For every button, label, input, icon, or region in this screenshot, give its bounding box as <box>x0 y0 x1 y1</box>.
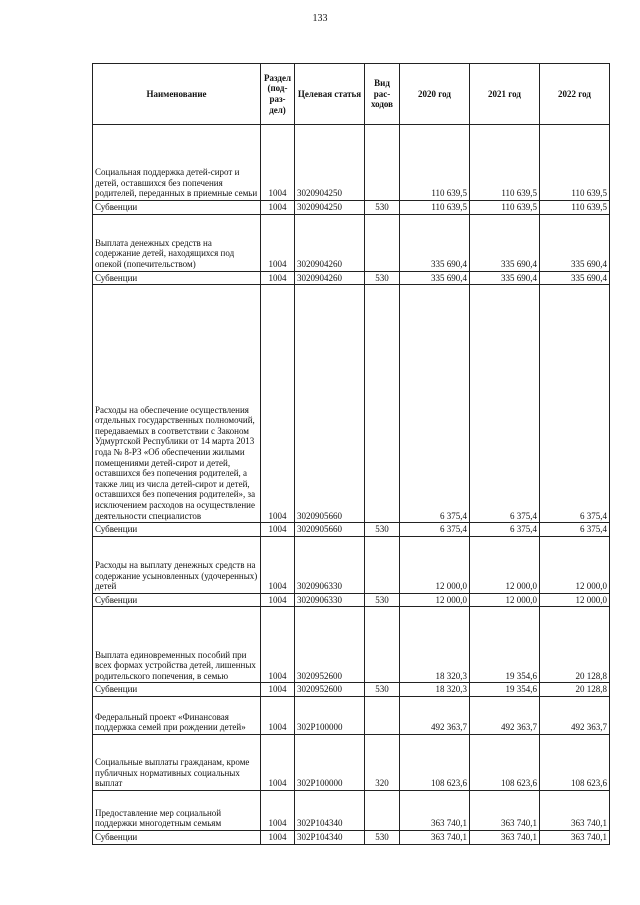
cell-vid <box>365 285 400 523</box>
cell-target: 302P104340 <box>295 831 365 845</box>
cell-y2020: 6 375,4 <box>400 285 470 523</box>
cell-razdel: 1004 <box>261 791 295 831</box>
table-row <box>93 791 610 831</box>
cell-y2020: 363 740,1 <box>400 791 470 831</box>
cell-target: 3020906330 <box>295 536 365 593</box>
cell-razdel: 1004 <box>261 697 295 735</box>
cell-vid <box>365 607 400 683</box>
table-row <box>93 523 610 537</box>
cell-target: 3020904260 <box>295 271 365 285</box>
cell-y2022: 12 000,0 <box>540 593 610 607</box>
cell-name: Расходы на выплату денежных средств на содержание усыновленных (удочеренных) детей <box>93 536 261 593</box>
cell-y2021: 335 690,4 <box>470 214 540 271</box>
table-row <box>93 201 610 215</box>
cell-razdel: 1004 <box>261 536 295 593</box>
table-row <box>93 697 610 735</box>
header-name: Наименование <box>93 64 261 125</box>
cell-razdel: 1004 <box>261 125 295 201</box>
cell-y2021: 12 000,0 <box>470 593 540 607</box>
cell-name: Расходы на обеспечение осуществления отдельных государственных полномочий, передаваемых в соответствии с Законом Удмуртской Республики от 14 марта 2013 года № 8-РЗ «Об обеспечении жилыми помещениями детей-сирот и детей, оставшихся без попечения родителей, а также лиц из числа детей-сирот и детей, оставшихся без попечения родителей», за исключением расходов на осуществление деятельности специалистов <box>93 285 261 523</box>
table-row <box>93 214 610 271</box>
cell-razdel: 1004 <box>261 683 295 697</box>
cell-y2022: 110 639,5 <box>540 125 610 201</box>
cell-y2020: 335 690,4 <box>400 271 470 285</box>
cell-y2021: 108 623,6 <box>470 735 540 791</box>
cell-name: Субвенции <box>93 831 261 845</box>
cell-y2022: 363 740,1 <box>540 791 610 831</box>
header-razdel: Раздел (под-раз-дел) <box>261 64 295 125</box>
cell-vid <box>365 697 400 735</box>
cell-y2021: 110 639,5 <box>470 125 540 201</box>
cell-target: 3020905660 <box>295 523 365 537</box>
cell-name: Предоставление мер социальной поддержки многодетным семьям <box>93 791 261 831</box>
cell-vid: 320 <box>365 735 400 791</box>
cell-razdel: 1004 <box>261 201 295 215</box>
cell-y2022: 12 000,0 <box>540 536 610 593</box>
cell-name: Выплата денежных средств на содержание детей, находящихся под опекой (попечительством) <box>93 214 261 271</box>
cell-vid <box>365 214 400 271</box>
cell-target: 3020905660 <box>295 285 365 523</box>
cell-target: 302P100000 <box>295 735 365 791</box>
cell-target: 3020906330 <box>295 593 365 607</box>
header-vid: Вид рас-ходов <box>365 64 400 125</box>
cell-y2021: 6 375,4 <box>470 523 540 537</box>
cell-y2020: 363 740,1 <box>400 831 470 845</box>
cell-y2021: 12 000,0 <box>470 536 540 593</box>
cell-y2021: 363 740,1 <box>470 831 540 845</box>
cell-y2021: 19 354,6 <box>470 607 540 683</box>
cell-razdel: 1004 <box>261 523 295 537</box>
cell-y2020: 12 000,0 <box>400 536 470 593</box>
cell-vid: 530 <box>365 271 400 285</box>
table-row <box>93 735 610 791</box>
cell-razdel: 1004 <box>261 285 295 523</box>
cell-target: 302P100000 <box>295 697 365 735</box>
cell-y2020: 110 639,5 <box>400 125 470 201</box>
cell-razdel: 1004 <box>261 831 295 845</box>
cell-name: Субвенции <box>93 683 261 697</box>
cell-vid: 530 <box>365 831 400 845</box>
table-row <box>93 285 610 523</box>
table-body <box>93 125 610 845</box>
table-row <box>93 125 610 201</box>
cell-razdel: 1004 <box>261 593 295 607</box>
cell-vid: 530 <box>365 593 400 607</box>
cell-razdel: 1004 <box>261 735 295 791</box>
cell-y2022: 6 375,4 <box>540 285 610 523</box>
header-2021: 2021 год <box>470 64 540 125</box>
page-number: 133 <box>312 13 328 24</box>
cell-name: Субвенции <box>93 593 261 607</box>
table-row <box>93 607 610 683</box>
cell-target: 3020904250 <box>295 125 365 201</box>
cell-target: 3020904260 <box>295 214 365 271</box>
cell-y2022: 335 690,4 <box>540 271 610 285</box>
cell-y2022: 20 128,8 <box>540 607 610 683</box>
cell-name: Субвенции <box>93 201 261 215</box>
table-row <box>93 593 610 607</box>
cell-y2021: 335 690,4 <box>470 271 540 285</box>
cell-y2022: 363 740,1 <box>540 831 610 845</box>
table-row <box>93 831 610 845</box>
cell-razdel: 1004 <box>261 271 295 285</box>
header-2022: 2022 год <box>540 64 610 125</box>
header-row <box>93 64 610 125</box>
cell-y2022: 335 690,4 <box>540 214 610 271</box>
cell-y2021: 19 354,6 <box>470 683 540 697</box>
cell-name: Социальная поддержка детей-сирот и детей, оставшихся без попечения родителей, переданных в приемные семьи <box>93 125 261 201</box>
cell-vid <box>365 536 400 593</box>
cell-razdel: 1004 <box>261 214 295 271</box>
cell-name: Субвенции <box>93 523 261 537</box>
cell-y2020: 6 375,4 <box>400 523 470 537</box>
cell-vid: 530 <box>365 523 400 537</box>
cell-name: Субвенции <box>93 271 261 285</box>
cell-target: 3020952600 <box>295 607 365 683</box>
cell-target: 3020952600 <box>295 683 365 697</box>
cell-name: Федеральный проект «Финансовая поддержка семей при рождении детей» <box>93 697 261 735</box>
cell-y2021: 110 639,5 <box>470 201 540 215</box>
cell-y2022: 110 639,5 <box>540 201 610 215</box>
cell-name: Социальные выплаты гражданам, кроме публичных нормативных социальных выплат <box>93 735 261 791</box>
cell-y2020: 108 623,6 <box>400 735 470 791</box>
cell-y2022: 6 375,4 <box>540 523 610 537</box>
header-2020: 2020 год <box>400 64 470 125</box>
cell-y2020: 18 320,3 <box>400 683 470 697</box>
cell-y2022: 20 128,8 <box>540 683 610 697</box>
cell-y2021: 6 375,4 <box>470 285 540 523</box>
cell-vid <box>365 125 400 201</box>
cell-target: 3020904250 <box>295 201 365 215</box>
cell-vid: 530 <box>365 683 400 697</box>
table-row <box>93 536 610 593</box>
table-row <box>93 271 610 285</box>
cell-y2020: 335 690,4 <box>400 214 470 271</box>
cell-name: Выплата единовременных пособий при всех формах устройства детей, лишенных родительского попечения, в семью <box>93 607 261 683</box>
cell-y2020: 18 320,3 <box>400 607 470 683</box>
cell-target: 302P104340 <box>295 791 365 831</box>
cell-y2022: 108 623,6 <box>540 735 610 791</box>
cell-y2021: 492 363,7 <box>470 697 540 735</box>
budget-table <box>92 63 610 845</box>
cell-vid <box>365 791 400 831</box>
cell-y2021: 363 740,1 <box>470 791 540 831</box>
cell-y2022: 492 363,7 <box>540 697 610 735</box>
header-target: Целевая статья <box>295 64 365 125</box>
cell-y2020: 12 000,0 <box>400 593 470 607</box>
cell-y2020: 110 639,5 <box>400 201 470 215</box>
cell-vid: 530 <box>365 201 400 215</box>
cell-razdel: 1004 <box>261 607 295 683</box>
table-row <box>93 683 610 697</box>
cell-y2020: 492 363,7 <box>400 697 470 735</box>
